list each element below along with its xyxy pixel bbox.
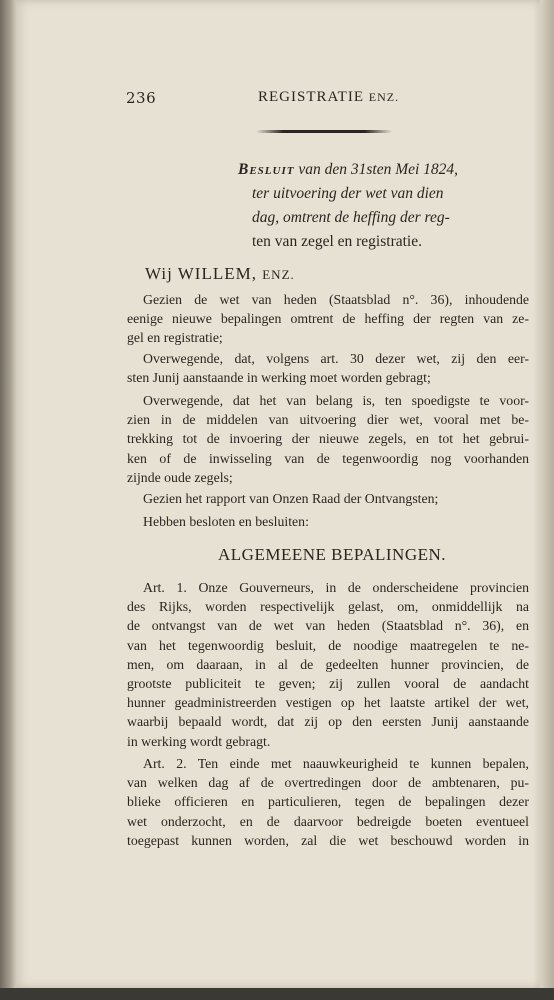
text-line: waarbij bepaald wordt, dat zij op den eersten Junij aanstaande	[127, 714, 529, 730]
page-bottom-edge	[0, 988, 554, 1000]
text-line: toegepast kunnen worden, zal die wet beschouwd worden in	[127, 832, 529, 848]
paragraph-hebben-besloten	[127, 512, 529, 531]
paragraph-overwegende-1	[127, 349, 529, 387]
paragraph-gezien-rapport	[127, 489, 529, 508]
text-line: sten Junij aanstaande in werking moet worden gebragt;	[127, 370, 431, 386]
text-line: Gezien de wet van heden (Staatsblad n°. 36), inhoudende	[143, 292, 529, 307]
section-title: ALGEMEENE BEPALINGEN.	[218, 545, 447, 564]
running-head-title: REGISTRATIE	[258, 89, 364, 105]
decree-heading	[238, 158, 532, 254]
text-line: Hebben besloten en besluiten:	[143, 514, 309, 529]
decree-line-3: dag, omtrent de heffing der reg-	[252, 209, 450, 226]
decree-line-1	[238, 158, 532, 182]
decree-line-4: ten van zegel en registratie.	[252, 233, 422, 250]
text-line: van het tegenwoordig besluit, de noodige maatregelen te ne-	[127, 637, 529, 653]
paragraph-gezien-wet	[127, 290, 529, 348]
paragraph-overwegende-2	[127, 391, 529, 487]
running-head	[258, 89, 399, 106]
article-1	[127, 578, 529, 751]
article-2	[127, 754, 529, 850]
text-line: hunner geadministreerden vestigen op het laatste artikel der wet,	[127, 695, 529, 711]
opening-wij: Wij WILLEM,	[145, 264, 257, 283]
text-line: Art. 1. Onze Gouverneurs, in de onderscheidene provincien	[143, 580, 529, 595]
text-line: in werking wordt gebragt.	[127, 733, 271, 749]
text-line: ken of de inwisseling van de tegenwoordig nog voorhanden	[127, 450, 529, 466]
decree-line-1-text: van den 31sten Mei 1824,	[294, 161, 459, 178]
text-line: Overwegende, dat, volgens art. 30 dezer wet, zij den eer-	[143, 351, 529, 366]
ornamental-rule	[256, 130, 392, 133]
text-line: trekking tot de invoering der nieuwe zegels, en tot het gebrui-	[127, 431, 529, 447]
text-line: zijnde oude zegels;	[127, 469, 233, 485]
text-line: men, om daaraan, in al de gedeelten hunner provincien, de	[127, 656, 529, 672]
page-number: 236	[126, 89, 157, 107]
text-line: de ontvangst van de wet van heden (Staatsblad n°. 36), en	[127, 618, 529, 634]
text-line: Overwegende, dat het van belang is, ten spoedigste te voor-	[143, 393, 529, 408]
text-line: van welken dag af de overtredingen door de ambtenaren, pu-	[127, 775, 529, 791]
book-binding-edge	[0, 0, 16, 1000]
text-line: des Rijks, worden respectivelijk gelast, om, onmiddellijk na	[127, 599, 529, 615]
text-line: grootste publiciteit te geven; zij zullen vooral de aandacht	[127, 675, 529, 691]
page-right-edge	[540, 0, 554, 1000]
running-head-suffix: ENZ.	[368, 90, 400, 104]
text-line: gel en registratie;	[127, 330, 223, 346]
decree-line-2: ter uitvoering der wet van dien	[252, 185, 444, 202]
text-line: Gezien het rapport van Onzen Raad der Ontvangsten;	[143, 491, 439, 506]
text-line: Art. 2. Ten einde met naauwkeurigheid te kunnen bepalen,	[143, 756, 529, 771]
text-line: blieke officieren en particulieren, tegen de bepalingen dezer	[127, 794, 529, 810]
opening-formula	[145, 264, 295, 284]
decree-lead: Besluit	[238, 161, 295, 178]
text-line: wet onderzocht, en de daarvoor bedreigde boeten eventueel	[127, 813, 529, 829]
text-line: eenige nieuwe bepalingen omtrent de heffing der regten van ze-	[127, 311, 529, 327]
text-line: zien in de middelen van uitvoering dier wet, vooral met be-	[127, 412, 529, 428]
opening-enz: ENZ.	[262, 267, 295, 282]
